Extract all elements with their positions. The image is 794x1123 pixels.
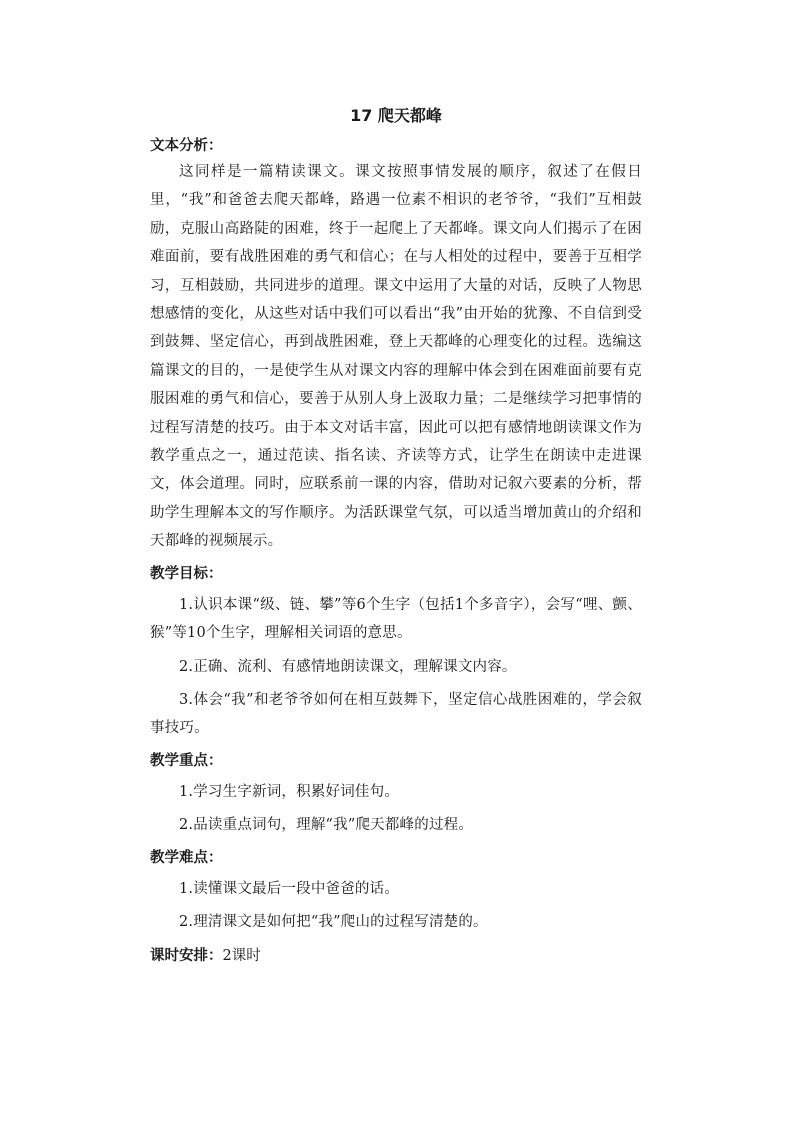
analysis-paragraph: 这同样是一篇精读课文。课文按照事情发展的顺序，叙述了在假日里，“我”和爸爸去爬天都峰，路遇一位素不相识的老爷爷，“我们”互相鼓励，克服山高路陡的困难，终于一起爬上了天都峰。课文向人们揭示了在困难面前，要有战胜困难的勇气和信心；在与人相处的过程中，要善于互相学习，互相鼓励，共同进步的道理。课文中运用了大量的对话，反映了人物思想感情的变化，从这些对话中我们可以看出“我”由开始的犹豫、不自信到受到鼓舞、坚定信心，再到战胜困难，登上天都峰的心理变化的过程。选编这篇课文的目的，一是使学生从对课文内容的理解中体会到在困难面前要有克服困难的勇气和信心，要善于从别人身上汲取力量；二是继续学习把事情的过程写清楚的技巧。由于本文对话丰富，因此可以把有感情地朗读课文作为教学重点之一，通过范读、指名读、齐读等方式，让学生在朗读中走进课文，体会道理。同时，应联系前一课的内容，借助对记叙六要素的分析，帮助学生理解本文的写作顺序。为活跃课堂气氛，可以适当增加黄山的介绍和天都峰的视频展示。 <box>150 164 642 550</box>
goal-item-1: 1.认识本课“级、链、攀”等6个生字（包括1个多音字），会写“哩、颤、猴”等10个生字，理解相关词语的意思。 <box>150 596 642 642</box>
heading-teaching-goals: 教学目标： <box>150 565 223 582</box>
document-title: 17 爬天都峰 <box>350 106 442 125</box>
goal-item-3: 3.体会“我”和老爷爷如何在相互鼓舞下，坚定信心战胜困难的，学会叙事技巧。 <box>150 691 642 737</box>
key-point-item-2: 2.品读重点词句，理解“我”爬天都峰的过程。 <box>179 817 474 834</box>
heading-key-points: 教学重点： <box>150 752 223 769</box>
key-point-item-1: 1.学习生字新词，积累好词佳句。 <box>179 783 400 800</box>
difficulty-item-2: 2.理清课文是如何把“我”爬山的过程写清楚的。 <box>179 913 488 930</box>
heading-text-analysis: 文本分析： <box>150 138 223 154</box>
section-teaching-goals <box>150 562 642 743</box>
schedule-line <box>150 942 642 970</box>
section-key-points <box>150 749 642 840</box>
document-page <box>150 104 642 970</box>
section-text-analysis <box>150 134 642 556</box>
schedule-value: 2课时 <box>222 948 261 965</box>
difficulty-item-1: 1.读懂课文最后一段中爸爸的话。 <box>179 880 400 897</box>
goal-item-2: 2.正确、流利、有感情地朗读课文，理解课文内容。 <box>179 658 517 675</box>
section-difficulties <box>150 846 642 937</box>
heading-difficulties: 教学难点： <box>150 849 223 866</box>
schedule-label: 课时安排： <box>150 948 223 965</box>
